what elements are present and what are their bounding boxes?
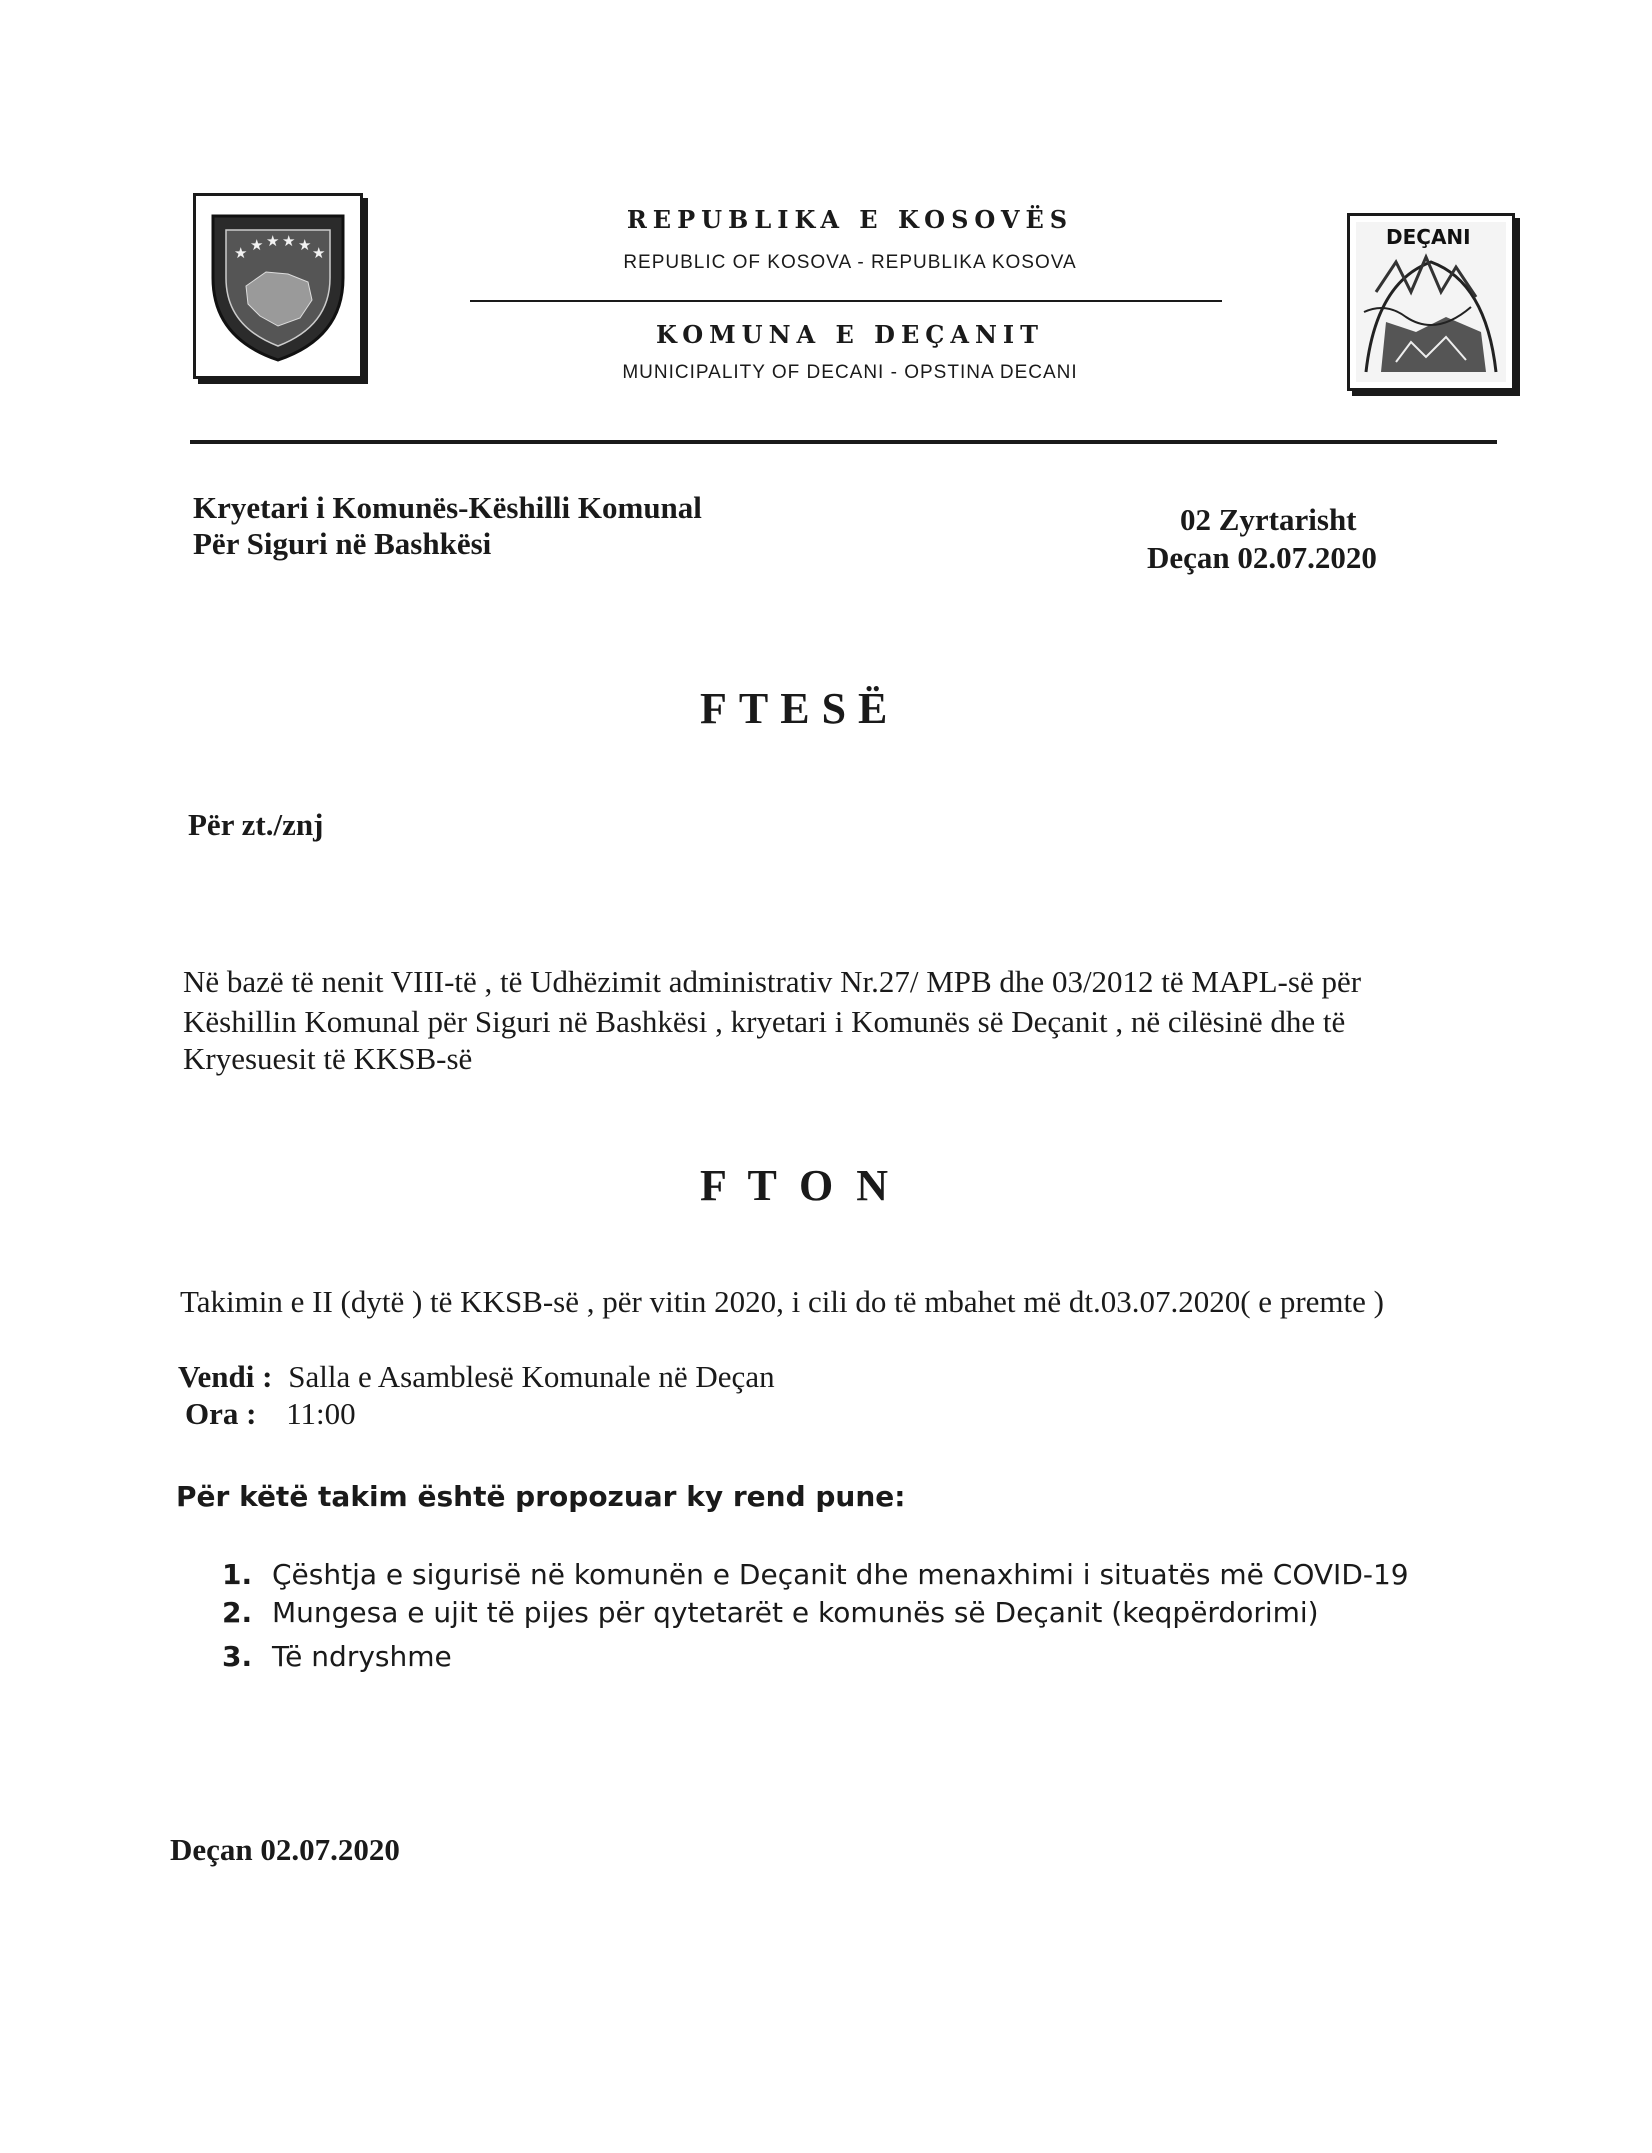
reference-number: 02 Zyrtarisht	[1180, 502, 1357, 537]
country-subtitle: REPUBLIC OF KOSOVA - REPUBLIKA KOSOVA	[623, 252, 1077, 273]
svg-text:★: ★	[234, 244, 248, 262]
agenda-number: 3.	[222, 1640, 253, 1673]
venue	[178, 1358, 775, 1395]
header-rule	[190, 440, 1497, 444]
agenda-text: Të ndryshme	[272, 1640, 452, 1673]
time	[185, 1395, 356, 1432]
municipality-subtitle: MUNICIPALITY OF DECANI - OPSTINA DECANI	[622, 362, 1078, 383]
logo-text: DEÇANI	[1386, 225, 1471, 249]
addressee: Për zt./znj	[188, 807, 324, 842]
country-title: REPUBLIKA E KOSOVËS	[626, 205, 1074, 234]
agenda-text: Mungesa e ujit të pijes për qytetarët e komunës së Deçanit (keqpërdorimi)	[272, 1596, 1319, 1629]
agenda-item	[222, 1640, 452, 1673]
svg-text:★: ★	[298, 236, 312, 254]
svg-text:★: ★	[266, 232, 280, 250]
time-label: Ora :	[185, 1396, 257, 1431]
intro-line-2: Këshillin Komunal për Siguri në Bashkësi , kryetari i Komunës së Deçanit , në cilësinë dhe të	[183, 1004, 1346, 1039]
intro-line-3: Kryesuesit të KKSB-së	[183, 1041, 473, 1076]
intro-line-1: Në bazë të nenit VIII-të , të Udhëzimit administrativ Nr.27/ MPB dhe 03/2012 të MAPL-së për	[183, 964, 1362, 999]
agenda-item	[222, 1596, 1319, 1629]
agenda-item	[222, 1558, 1409, 1591]
decani-logo	[1347, 213, 1515, 391]
reference-date: Deçan 02.07.2020	[1147, 540, 1377, 575]
sender-line-1: Kryetari i Komunës-Këshilli Komunal	[193, 490, 702, 525]
decani-logo-icon	[1356, 222, 1506, 382]
coat-of-arms-icon	[208, 208, 348, 364]
venue-label: Vendi :	[178, 1359, 273, 1394]
kosovo-emblem	[193, 193, 363, 379]
svg-text:★: ★	[282, 232, 296, 250]
agenda-number: 2.	[222, 1596, 253, 1629]
header-divider	[470, 300, 1222, 302]
municipality-title: KOMUNA E DEÇANIT	[655, 320, 1045, 349]
invite-heading: F T O N	[700, 1161, 895, 1210]
svg-text:★: ★	[250, 236, 264, 254]
document-title: FTESË	[700, 684, 900, 733]
agenda-text: Çështja e sigurisë në komunën e Deçanit dhe menaxhimi i situatës më COVID-19	[272, 1558, 1409, 1591]
footer-date: Deçan 02.07.2020	[170, 1832, 400, 1867]
svg-text:★: ★	[312, 244, 326, 262]
meeting-details: Takimin e II (dytë ) të KKSB-së , për vitin 2020, i cili do të mbahet më dt.03.07.2020( e premte )	[180, 1284, 1384, 1319]
agenda-heading: Për këtë takim është propozuar ky rend pune:	[176, 1480, 906, 1513]
sender-line-2: Për Siguri në Bashkësi	[193, 526, 492, 561]
time-value: 11:00	[286, 1396, 356, 1431]
venue-value: Salla e Asamblesë Komunale në Deçan	[288, 1359, 775, 1394]
agenda-number: 1.	[222, 1558, 253, 1591]
